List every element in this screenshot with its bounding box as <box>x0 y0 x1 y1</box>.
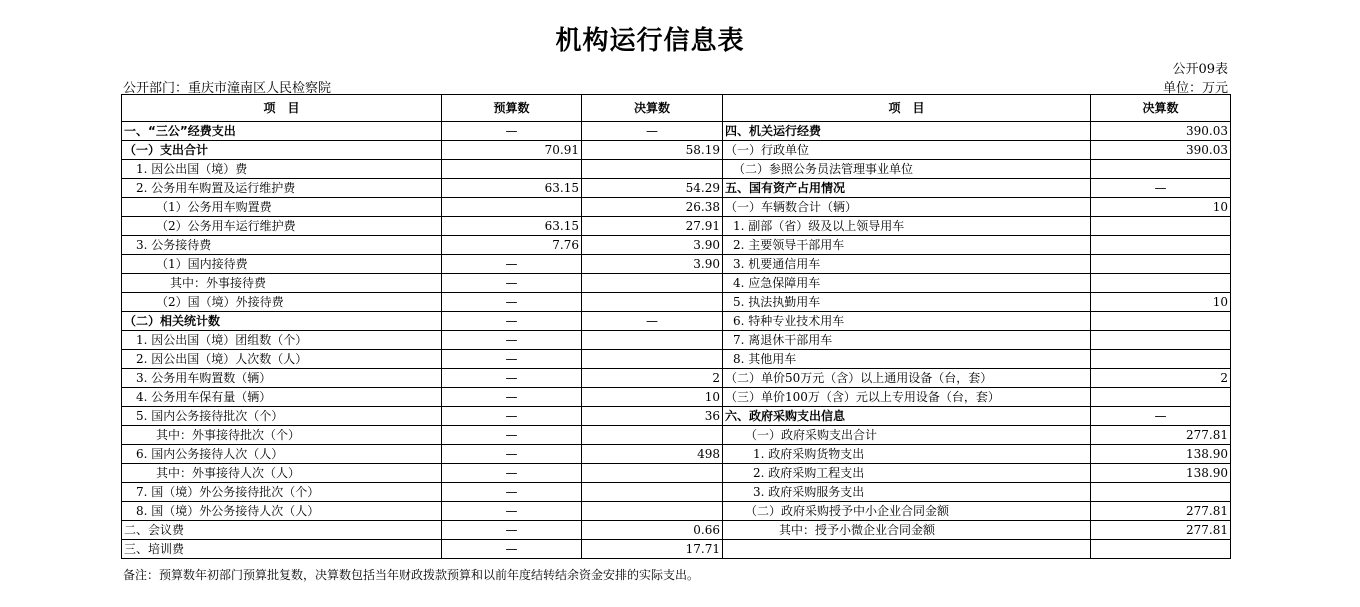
info-table <box>121 94 1231 559</box>
final-cell <box>582 350 723 369</box>
budget-cell <box>442 198 582 217</box>
budget-cell: — <box>442 426 582 445</box>
col-header-final-right: 决算数 <box>1091 95 1231 122</box>
table-row <box>122 293 1231 312</box>
budget-cell: — <box>442 293 582 312</box>
budget-cell: — <box>442 483 582 502</box>
table-row <box>122 331 1231 350</box>
row-label: 7. 国（境）外公务接待批次（个） <box>122 483 442 502</box>
row-label: 6. 国内公务接待人次（人） <box>122 445 442 464</box>
row-label: 3. 公务接待费 <box>122 236 442 255</box>
right-row-label: 7. 离退休干部用车 <box>723 331 1091 350</box>
right-final-cell: 2 <box>1091 369 1231 388</box>
table-row <box>122 407 1231 426</box>
row-label: （2）公务用车运行维护费 <box>122 217 442 236</box>
row-label: 2. 因公出国（境）人次数（人） <box>122 350 442 369</box>
right-row-label: （一）政府采购支出合计 <box>723 426 1091 445</box>
right-row-label: 6. 特种专业技术用车 <box>723 312 1091 331</box>
final-cell: — <box>582 122 723 141</box>
table-row <box>122 160 1231 179</box>
table-row <box>122 179 1231 198</box>
budget-cell: 7.76 <box>442 236 582 255</box>
row-label: （2）国（境）外接待费 <box>122 293 442 312</box>
budget-cell: — <box>442 350 582 369</box>
right-row-label: 四、机关运行经费 <box>723 122 1091 141</box>
final-cell <box>582 502 723 521</box>
table-row <box>122 388 1231 407</box>
row-label: 4. 公务用车保有量（辆） <box>122 388 442 407</box>
right-final-cell: 10 <box>1091 198 1231 217</box>
final-cell: 10 <box>582 388 723 407</box>
row-label: （1）公务用车购置费 <box>122 198 442 217</box>
row-label: 2. 公务用车购置及运行维护费 <box>122 179 442 198</box>
right-row-label: 1. 副部（省）级及以上领导用车 <box>723 217 1091 236</box>
budget-cell: 63.15 <box>442 217 582 236</box>
row-label: 1. 因公出国（境）团组数（个） <box>122 331 442 350</box>
row-label: 1. 因公出国（境）费 <box>122 160 442 179</box>
table-row <box>122 312 1231 331</box>
right-final-cell <box>1091 388 1231 407</box>
right-row-label: 3. 政府采购服务支出 <box>723 483 1091 502</box>
right-row-label: （三）单价100万（含）元以上专用设备（台，套） <box>723 388 1091 407</box>
table-row <box>122 540 1231 559</box>
row-label: （二）相关统计数 <box>122 312 442 331</box>
table-header-row <box>122 95 1231 122</box>
budget-cell: — <box>442 445 582 464</box>
table-row <box>122 445 1231 464</box>
right-final-cell <box>1091 255 1231 274</box>
col-header-budget: 预算数 <box>442 95 582 122</box>
budget-cell: — <box>442 122 582 141</box>
budget-cell: — <box>442 369 582 388</box>
final-cell <box>582 483 723 502</box>
form-code: 公开09表 <box>1172 62 1228 77</box>
final-cell: 27.91 <box>582 217 723 236</box>
col-header-item: 项 目 <box>122 95 442 122</box>
row-label: 其中：外事接待费 <box>122 274 442 293</box>
right-row-label: （二）政府采购授予中小企业合同金额 <box>723 502 1091 521</box>
budget-cell: 70.91 <box>442 141 582 160</box>
right-row-label: 五、国有资产占用情况 <box>723 179 1091 198</box>
final-cell: 2 <box>582 369 723 388</box>
right-row-label: 2. 政府采购工程支出 <box>723 464 1091 483</box>
right-final-cell: 10 <box>1091 293 1231 312</box>
right-row-label: （一）行政单位 <box>723 141 1091 160</box>
right-final-cell <box>1091 160 1231 179</box>
final-cell: 3.90 <box>582 236 723 255</box>
right-final-cell <box>1091 312 1231 331</box>
table-row <box>122 274 1231 293</box>
right-final-cell: 138.90 <box>1091 464 1231 483</box>
page-title: 机构运行信息表 <box>555 26 745 56</box>
table-row <box>122 217 1231 236</box>
final-cell: 0.66 <box>582 521 723 540</box>
right-final-cell: 277.81 <box>1091 426 1231 445</box>
table-row <box>122 426 1231 445</box>
final-cell: 3.90 <box>582 255 723 274</box>
table-row <box>122 483 1231 502</box>
table-row <box>122 236 1231 255</box>
budget-cell: 63.15 <box>442 179 582 198</box>
footnote: 备注：预算数年初部门预算批复数，决算数包括当年财政拨款预算和以前年度结转结余资金安排的实际支出。 <box>123 568 700 582</box>
right-final-cell <box>1091 350 1231 369</box>
right-final-cell: 390.03 <box>1091 141 1231 160</box>
row-label: （一）支出合计 <box>122 141 442 160</box>
right-row-label: 六、政府采购支出信息 <box>723 407 1091 426</box>
right-final-cell <box>1091 274 1231 293</box>
unit-label: 单位：万元 <box>1162 81 1228 96</box>
budget-cell: — <box>442 312 582 331</box>
table-row <box>122 521 1231 540</box>
table-row <box>122 350 1231 369</box>
right-row-label: （二）单价50万元（含）以上通用设备（台，套） <box>723 369 1091 388</box>
row-label: 5. 国内公务接待批次（个） <box>122 407 442 426</box>
right-final-cell: — <box>1091 407 1231 426</box>
table-row <box>122 369 1231 388</box>
budget-cell: — <box>442 540 582 559</box>
row-label: 二、会议费 <box>122 521 442 540</box>
right-final-cell <box>1091 331 1231 350</box>
final-cell <box>582 293 723 312</box>
col-header-item-right: 项 目 <box>723 95 1091 122</box>
final-cell: 58.19 <box>582 141 723 160</box>
row-label: 三、培训费 <box>122 540 442 559</box>
right-final-cell: 138.90 <box>1091 445 1231 464</box>
right-row-label: （二）参照公务员法管理事业单位 <box>723 160 1091 179</box>
right-row-label: （一）车辆数合计（辆） <box>723 198 1091 217</box>
right-final-cell <box>1091 540 1231 559</box>
col-header-final: 决算数 <box>582 95 723 122</box>
budget-cell: — <box>442 464 582 483</box>
row-label: （1）国内接待费 <box>122 255 442 274</box>
budget-cell <box>442 160 582 179</box>
right-final-cell <box>1091 217 1231 236</box>
row-label: 其中：外事接待批次（个） <box>122 426 442 445</box>
right-row-label <box>723 540 1091 559</box>
table-row <box>122 122 1231 141</box>
right-row-label: 1. 政府采购货物支出 <box>723 445 1091 464</box>
right-row-label: 8. 其他用车 <box>723 350 1091 369</box>
budget-cell: — <box>442 502 582 521</box>
final-cell <box>582 426 723 445</box>
right-row-label: 5. 执法执勤用车 <box>723 293 1091 312</box>
final-cell: 17.71 <box>582 540 723 559</box>
budget-cell: — <box>442 521 582 540</box>
budget-cell: — <box>442 331 582 350</box>
table-row <box>122 198 1231 217</box>
row-label: 一、“三公”经费支出 <box>122 122 442 141</box>
right-final-cell: — <box>1091 179 1231 198</box>
final-cell <box>582 160 723 179</box>
final-cell: — <box>582 312 723 331</box>
right-row-label: 其中：授予小微企业合同金额 <box>723 521 1091 540</box>
right-final-cell: 390.03 <box>1091 122 1231 141</box>
right-final-cell <box>1091 236 1231 255</box>
final-cell: 54.29 <box>582 179 723 198</box>
row-label: 其中：外事接待人次（人） <box>122 464 442 483</box>
row-label: 3. 公务用车购置数（辆） <box>122 369 442 388</box>
right-final-cell: 277.81 <box>1091 521 1231 540</box>
final-cell <box>582 274 723 293</box>
final-cell <box>582 331 723 350</box>
table-row <box>122 464 1231 483</box>
table-row <box>122 502 1231 521</box>
row-label: 8. 国（境）外公务接待人次（人） <box>122 502 442 521</box>
table-row <box>122 255 1231 274</box>
right-row-label: 2. 主要领导干部用车 <box>723 236 1091 255</box>
budget-cell: — <box>442 274 582 293</box>
right-row-label: 3. 机要通信用车 <box>723 255 1091 274</box>
final-cell: 26.38 <box>582 198 723 217</box>
final-cell: 498 <box>582 445 723 464</box>
department-label: 公开部门：重庆市潼南区人民检察院 <box>123 81 332 96</box>
budget-cell: — <box>442 407 582 426</box>
right-final-cell <box>1091 483 1231 502</box>
final-cell: 36 <box>582 407 723 426</box>
right-row-label: 4. 应急保障用车 <box>723 274 1091 293</box>
right-final-cell: 277.81 <box>1091 502 1231 521</box>
budget-cell: — <box>442 388 582 407</box>
budget-cell: — <box>442 255 582 274</box>
final-cell <box>582 464 723 483</box>
table-row <box>122 141 1231 160</box>
